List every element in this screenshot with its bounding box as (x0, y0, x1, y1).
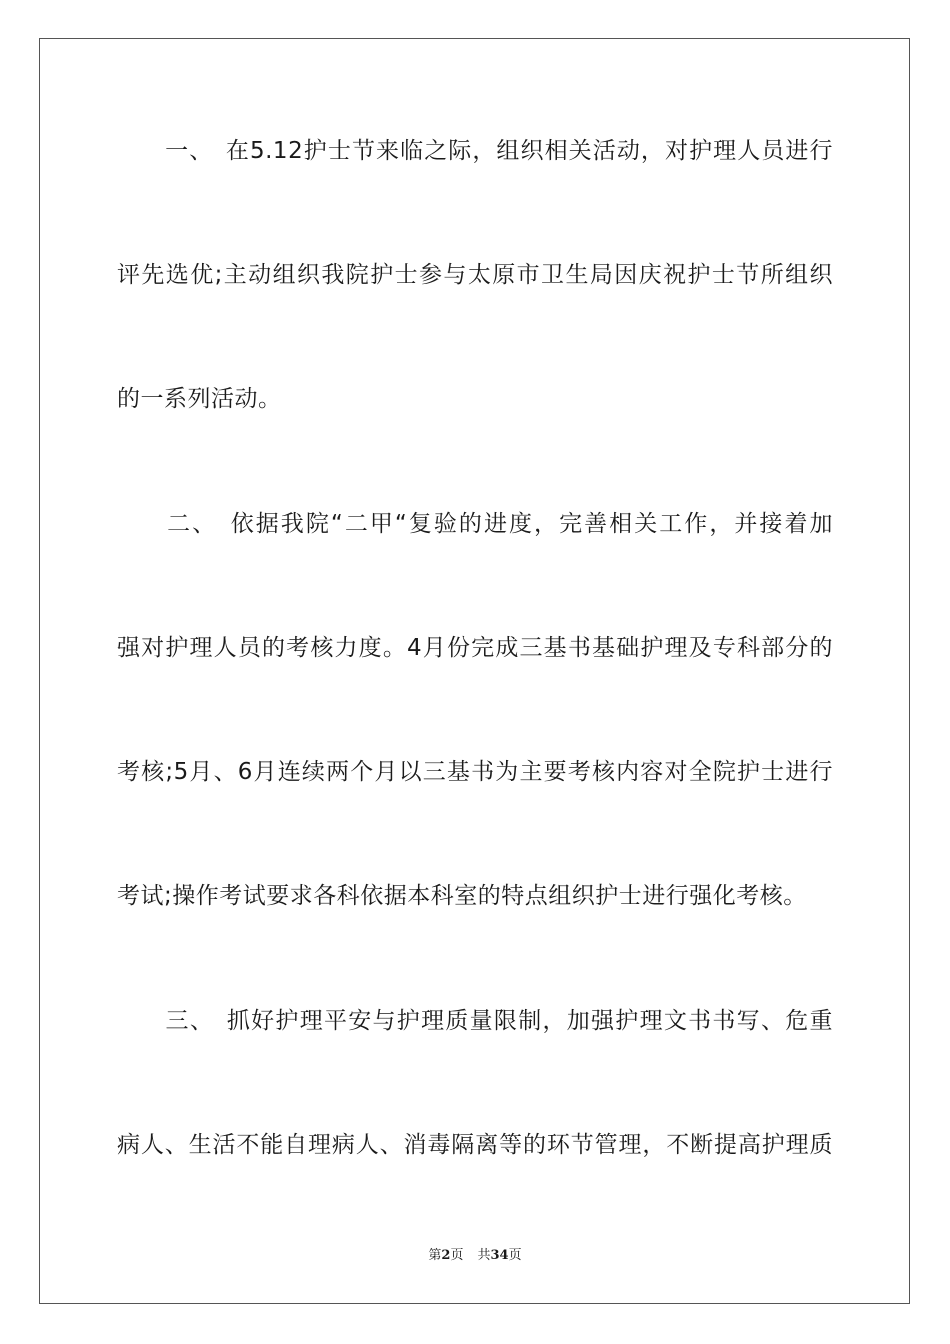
page-suffix: 页 (450, 1248, 464, 1263)
page-border (39, 38, 910, 1304)
text-line: 考试;操作考试要求各科依据本科室的特点组织护士进行强化考核。 (117, 883, 807, 909)
text-line: 评先选优;主动组织我院护士参与太原市卫生局因庆祝护士节所组织 (117, 262, 833, 288)
total-prefix: 共 (477, 1248, 491, 1263)
text-line: 强对护理人员的考核力度。4月份完成三基书基础护理及专科部分的 (117, 635, 833, 661)
text-line: 二、 依据我院“二甲“复验的进度，完善相关工作，并接着加 (117, 511, 833, 537)
text-line: 三、 抓好护理平安与护理质量限制，加强护理文书书写、危重 (117, 1008, 833, 1034)
page-prefix: 第 (428, 1248, 442, 1263)
text-line: 病人、生活不能自理病人、消毒隔离等的环节管理，不断提高护理质 (117, 1132, 833, 1158)
total-pages: 34 (490, 1248, 509, 1263)
page-number: 2 (441, 1248, 451, 1263)
text-line: 一、 在5.12护士节来临之际，组织相关活动，对护理人员进行 (117, 138, 833, 164)
text-line: 的一系列活动。 (117, 386, 282, 412)
text-line: 考核;5月、6月连续两个月以三基书为主要考核内容对全院护士进行 (117, 759, 833, 785)
total-suffix: 页 (508, 1248, 522, 1263)
page-footer (0, 1248, 950, 1264)
